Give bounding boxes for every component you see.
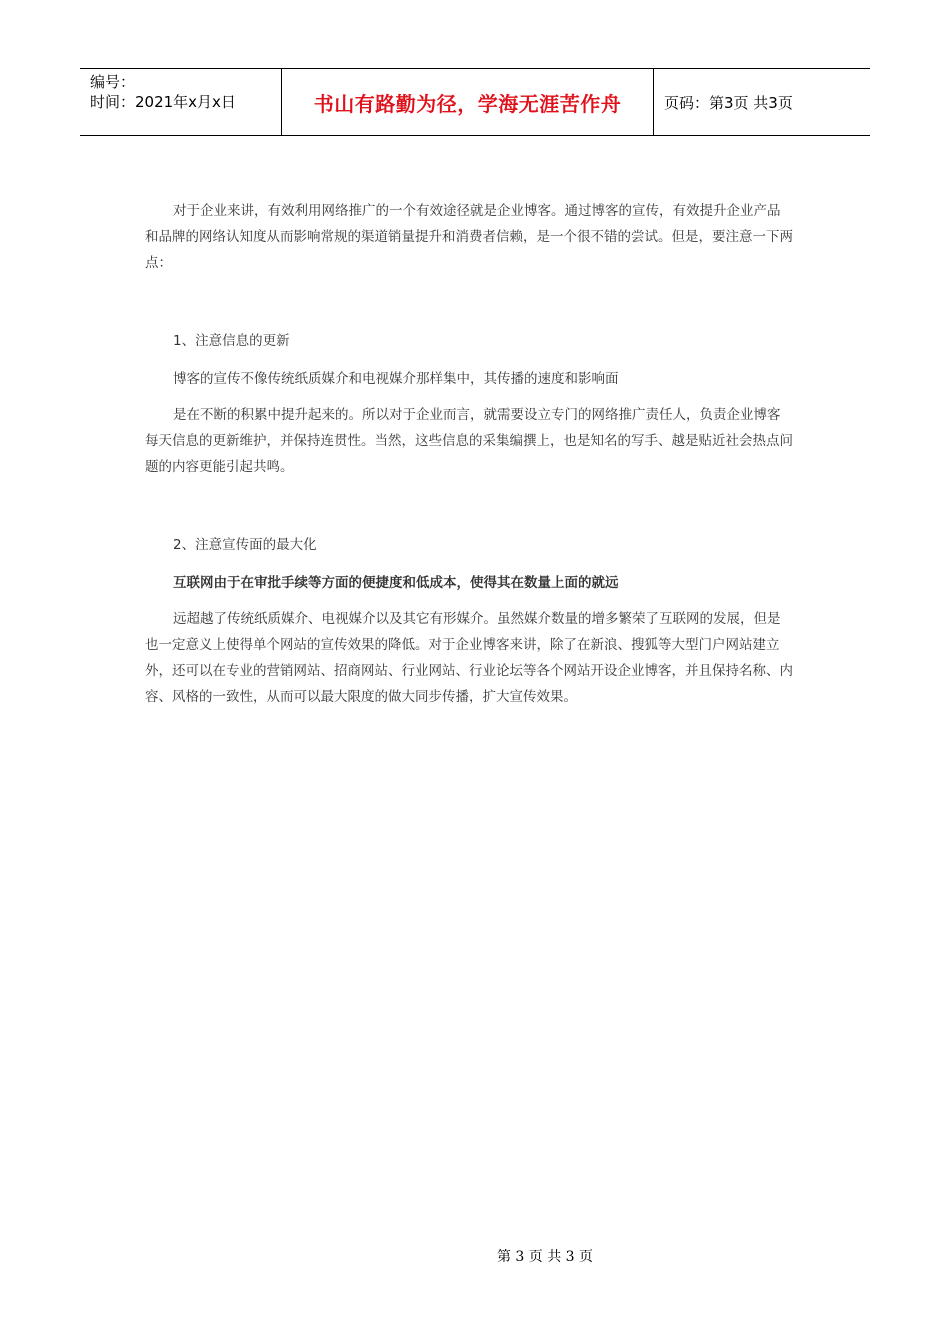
document-date-label: 时间：2021年x月x日	[90, 93, 236, 111]
section-1-paragraph: 是在不断的积累中提升起来的。所以对于企业而言，就需要设立专门的网络推广责任人，负责企业博客每天信息的更新维护，并保持连贯性。当然，这些信息的采集编撰上，也是知名的写手、越是贴近社会热点问题的内容更能引起共鸣。	[145, 407, 793, 475]
intro-paragraph: 对于企业来讲，有效利用网络推广的一个有效途径就是企业博客。通过博客的宣传，有效提升企业产品和品牌的网络认知度从而影响常规的渠道销量提升和消费者信赖，是一个很不错的尝试。但是，要注意一下两点：	[145, 203, 793, 271]
section-2-bold-line: 互联网由于在审批手续等方面的便捷度和低成本，使得其在数量上面的就远	[173, 575, 619, 591]
section-1-title: 1、注意信息的更新	[173, 333, 290, 349]
document-number-label: 编号：	[90, 73, 136, 91]
section-2-paragraph: 远超越了传统纸质媒介、电视媒介以及其它有形媒介。虽然媒介数量的增多繁荣了互联网的发展，但是也一定意义上使得单个网站的宣传效果的降低。对于企业博客来讲，除了在新浪、搜狐等大型门户网站建立外，还可以在专业的营销网站、招商网站、行业网站、行业论坛等各个网站开设企业博客，并且保持名称、内容、风格的一致性，从而可以最大限度的做大同步传播，扩大宣传效果。	[145, 611, 793, 705]
section-2-title: 2、注意宣传面的最大化	[173, 537, 317, 553]
page-footer: 第 3 页 共 3 页	[496, 1249, 594, 1265]
document-body	[145, 198, 793, 710]
header-motto: 书山有路勤为径，学海无涯苦作舟	[282, 69, 654, 135]
header-page-info: 页码：第3页 共3页	[664, 93, 793, 112]
document-header	[80, 68, 870, 136]
section-1-lead-line: 博客的宣传不像传统纸质媒介和电视媒介那样集中，其传播的速度和影响面	[173, 371, 619, 387]
header-meta-cell	[80, 69, 282, 135]
